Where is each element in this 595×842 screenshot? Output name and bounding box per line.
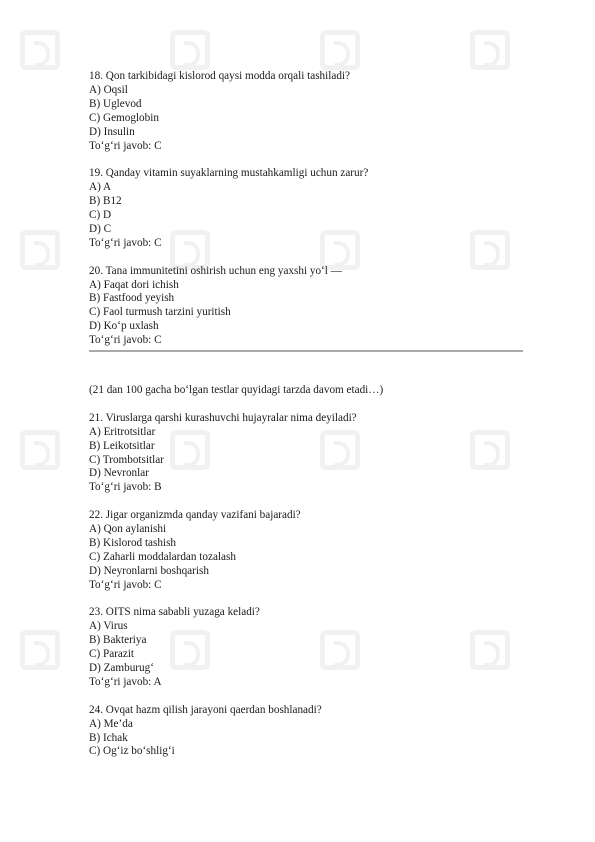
answer-option: D) Insulin xyxy=(89,125,135,138)
question-block xyxy=(89,265,529,348)
watermark-logo-icon xyxy=(20,630,60,670)
answer-option: C) Faol turmush tarzini yuritish xyxy=(89,306,231,319)
question-block xyxy=(89,509,529,592)
answer-option: A) Qon aylanishi xyxy=(89,523,167,536)
answer-option: A) Oqsil xyxy=(89,83,128,96)
answer-option: C) Parazit xyxy=(89,648,135,661)
correct-answer: To‘g‘ri javob: C xyxy=(89,578,162,591)
correct-answer: To‘g‘ri javob: C xyxy=(89,334,162,347)
answer-option: B) Kislorod tashish xyxy=(89,536,177,549)
document-body xyxy=(89,70,529,773)
answer-option: A) Virus xyxy=(89,620,128,633)
watermark-logo-icon xyxy=(170,30,210,70)
answer-option: A) Faqat dori ichish xyxy=(89,278,179,291)
horizontal-divider xyxy=(89,350,523,352)
question-block xyxy=(89,167,529,250)
correct-answer: To‘g‘ri javob: C xyxy=(89,139,162,152)
answer-option: D) Nevronlar xyxy=(89,467,149,480)
answer-option: C) Og‘iz bo‘shlig‘i xyxy=(89,745,175,758)
watermark-logo-icon xyxy=(20,30,60,70)
question-block xyxy=(89,704,529,760)
answer-option: B) Ichak xyxy=(89,731,128,744)
correct-answer: To‘g‘ri javob: A xyxy=(89,675,162,688)
answer-option: B) B12 xyxy=(89,195,122,208)
answer-option: B) Leikotsitlar xyxy=(89,439,155,452)
answer-option: B) Uglevod xyxy=(89,97,142,110)
answer-option: D) Zamburug‘ xyxy=(89,662,154,675)
question-text: 22. Jigar organizmda qanday vazifani bajaradi? xyxy=(89,509,301,522)
question-block xyxy=(89,412,529,495)
question-text: 21. Viruslarga qarshi kurashuvchi hujayralar nima deyiladi? xyxy=(89,411,357,424)
answer-option: D) Ko‘p uxlash xyxy=(89,320,159,333)
question-text: 23. OITS nima sababli yuzaga keladi? xyxy=(89,606,260,619)
watermark-logo-icon xyxy=(470,30,510,70)
question-text: 18. Qon tarkibidagi kislorod qaysi modda orqali tashiladi? xyxy=(89,70,350,82)
answer-option: C) Zaharli moddalardan tozalash xyxy=(89,550,236,563)
answer-option: C) Gemoglobin xyxy=(89,111,159,124)
correct-answer: To‘g‘ri javob: B xyxy=(89,481,162,494)
answer-option: C) D xyxy=(89,209,112,222)
answer-option: D) C xyxy=(89,222,112,235)
continuation-note: (21 dan 100 gacha bo‘lgan testlar quyidagi tarzda davom etadi…) xyxy=(89,383,384,396)
answer-option: C) Trombotsitlar xyxy=(89,453,164,466)
answer-option: A) Eritrotsitlar xyxy=(89,425,156,438)
question-text: 20. Tana immunitetini oshirish uchun eng yaxshi yo‘l — xyxy=(89,264,342,277)
question-block xyxy=(89,606,529,689)
answer-option: B) Bakteriya xyxy=(89,634,147,647)
watermark-logo-icon xyxy=(20,230,60,270)
question-text: 24. Ovqat hazm qilish jarayoni qaerdan boshlanadi? xyxy=(89,703,322,716)
correct-answer: To‘g‘ri javob: C xyxy=(89,236,162,249)
watermark-logo-icon xyxy=(20,430,60,470)
question-block xyxy=(89,70,529,153)
watermark-logo-icon xyxy=(320,30,360,70)
question-text: 19. Qanday vitamin suyaklarning mustahkamligi uchun zarur? xyxy=(89,167,369,180)
answer-option: A) Me’da xyxy=(89,717,133,730)
answer-option: D) Neyronlarni boshqarish xyxy=(89,564,209,577)
answer-option: A) A xyxy=(89,181,112,194)
answer-option: B) Fastfood yeyish xyxy=(89,292,175,305)
